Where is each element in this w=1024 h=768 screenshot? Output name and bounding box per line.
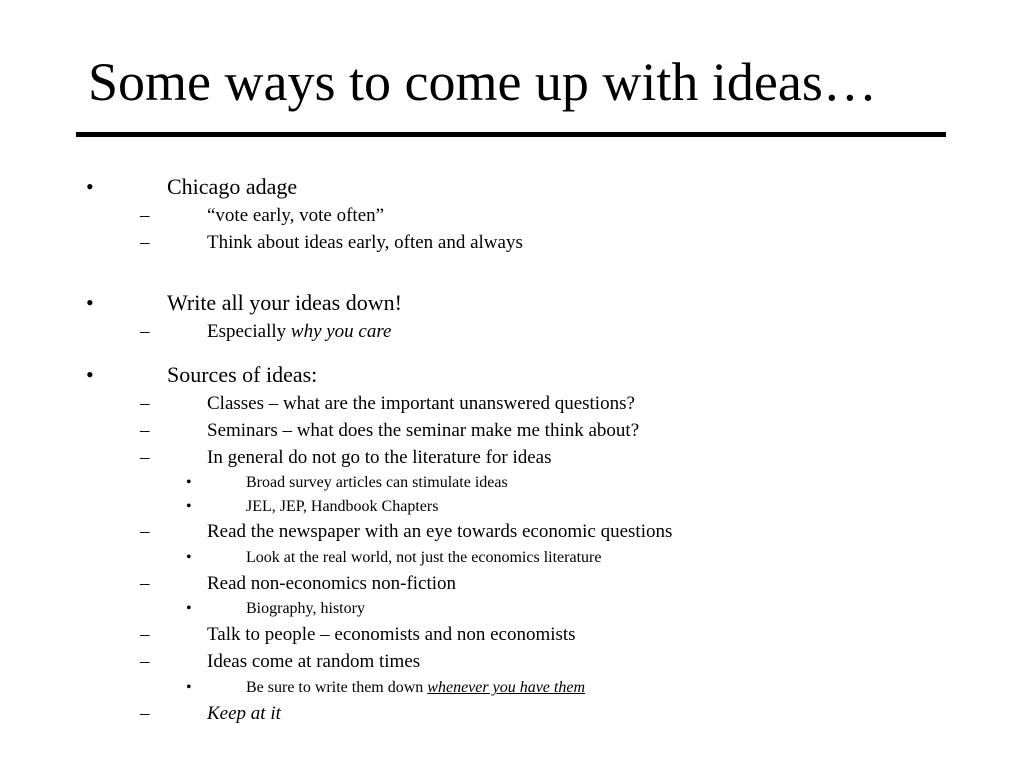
bullet-marker: • [86,362,94,387]
dash-marker: – [140,232,150,253]
bullet-marker: • [186,600,192,617]
list-item-text: Look at the real world, not just the economics literature [246,549,602,566]
list-item-text: Write all your ideas down! [167,290,402,315]
bullet-marker: • [186,679,192,696]
dash-marker: – [140,447,150,468]
plain-text: Especially [207,321,291,342]
bullet-marker: • [186,498,192,515]
list-item-text: Keep at it [207,703,281,724]
list-item-text: Biography, history [246,600,365,617]
list-item-text: Sources of ideas: [167,362,318,387]
dash-marker: – [140,573,150,594]
list-item-text: Classes – what are the important unanswered questions? [207,393,635,414]
emphasis-text: why you care [290,321,392,342]
dash-marker: – [140,393,150,414]
dash-marker: – [140,624,150,645]
dash-marker: – [140,651,150,672]
list-item-text: “vote early, vote often” [207,205,385,226]
list-item-text: In general do not go to the literature for ideas [207,447,552,468]
list-item-text: Seminars – what does the seminar make me think about? [207,420,640,441]
bullet-marker: • [186,474,192,491]
list-item-text: Ideas come at random times [207,651,421,672]
dash-marker: – [140,321,150,342]
bullet-marker: • [86,174,94,199]
plain-text: Be sure to write them down [246,679,428,696]
list-item-text: JEL, JEP, Handbook Chapters [246,498,439,515]
list-item-text: Chicago adage [167,174,298,199]
emphasis-text: whenever you have them [427,679,586,696]
title-underline-rule [76,132,946,137]
dash-marker: – [140,205,150,226]
slide-title: Some ways to come up with ideas… [88,52,877,112]
list-item-text: Read non-economics non-fiction [207,573,457,594]
list-item-text: Broad survey articles can stimulate ideas [246,474,508,491]
dash-marker: – [140,703,150,724]
list-item-text: Think about ideas early, often and always [207,232,523,253]
list-item-text [207,321,392,343]
dash-marker: – [140,521,150,542]
list-item-text: Read the newspaper with an eye towards economic questions [207,521,673,542]
dash-marker: – [140,420,150,441]
list-item-text: Talk to people – economists and non economists [207,624,576,645]
bullet-marker: • [186,549,192,566]
bullet-marker: • [86,290,94,315]
list-item-text [246,678,585,698]
